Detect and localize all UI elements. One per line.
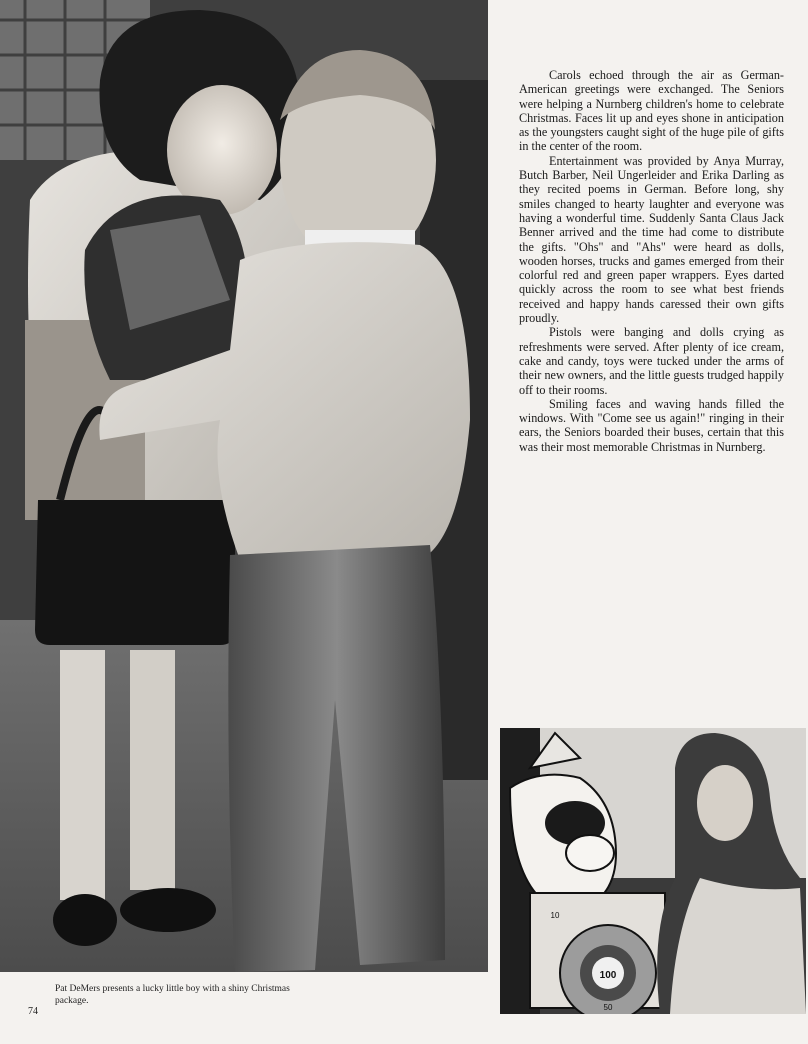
small-photo-illustration [500, 728, 806, 1014]
article-paragraph-2: Entertainment was provided by Anya Murray, Butch Barber, Neil Ungerleider and Erika Darling as they recited poems in German. Before long, shy smiles changed to hearty laughter and everyone was having a wonderful time. Suddenly Santa Claus Jack Benner arrived and the time had come to distribute the gifts. "Ohs" and "Ahs" were heard as dolls, wooden horses, trucks and games emerged from their colorful red and green paper wrappers. Eyes darted quickly across the room to see what best friends received and happy hands caressed their own gifts proudly. [519, 153, 784, 326]
article-text [519, 68, 784, 454]
article-paragraph-4: Smiling faces and waving hands filled the windows. With "Come see us again!" ringing in their ears, the Seniors boarded their buses, certain that this was their most memorable Christmas in Nurnberg. [519, 396, 784, 454]
small-photo [500, 728, 806, 1014]
page-number: 74 [28, 1006, 38, 1017]
photo-caption: Pat DeMers presents a lucky little boy with a shiny Christmas package. [55, 984, 290, 1006]
target-score-label-1: 10 [550, 911, 560, 920]
article-paragraph-3: Pistols were banging and dolls crying as refreshments were served. After plenty of ice cream, cake and candy, toys were tucked under the arms of their new owners, and the little guests trudged happily off to their rooms. [519, 325, 784, 397]
article-paragraph-1: Carols echoed through the air as German-American greetings were exchanged. The Seniors were helping a Nurnberg children's home to celebrate Christmas. Faces lit up and eyes shone in anticipation as the youngsters caught sight of the huge pile of gifts in the center of the room. [519, 68, 784, 154]
target-score-label-2: 50 [603, 1003, 613, 1012]
target-center-label: 100 [599, 970, 617, 981]
